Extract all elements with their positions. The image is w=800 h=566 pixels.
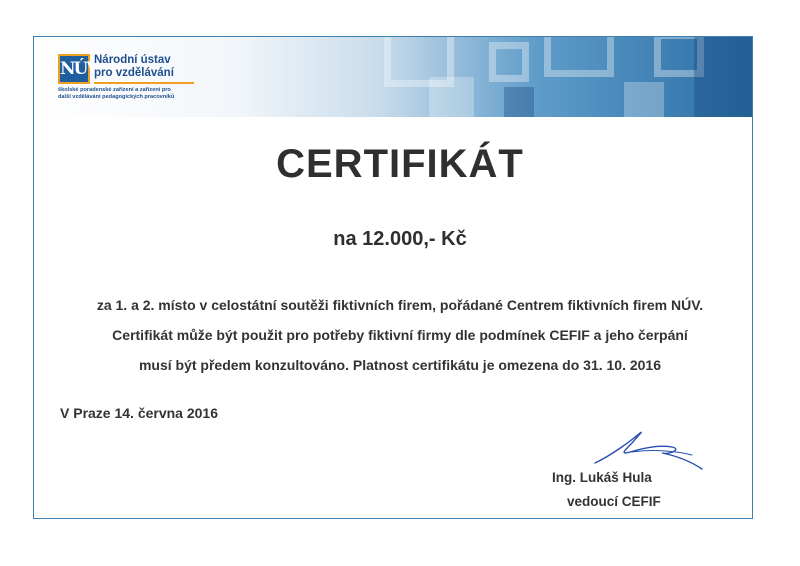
logo-underline — [94, 82, 194, 84]
certificate-title: CERTIFIKÁT — [276, 142, 524, 186]
body-line: Certifikát může být použit pro potřeby fiktivní firmy dle podmínek CEFIF a jeho čerpání — [112, 327, 688, 343]
body-line: za 1. a 2. místo v celostátní soutěži fiktivních firem, pořádané Centrem fiktivních firem NÚV. — [96, 297, 704, 313]
signer-role: vedoucí CEFIF — [567, 494, 661, 509]
certificate-amount: na 12.000,- Kč — [333, 228, 467, 250]
signature-scribble — [592, 425, 707, 475]
issue-date: V Praze 14. června 2016 — [60, 405, 219, 421]
certificate-body — [60, 290, 740, 380]
logo-subtitle: školské poradenské zařízení a zařízení pro další vzdělávání pedagogických pracovníků — [58, 87, 175, 100]
signer-name: Ing. Lukáš Hula — [552, 470, 652, 485]
logo-name: Národní ústav pro vzdělávání — [94, 54, 174, 79]
nuv-logo — [58, 54, 218, 110]
logo-mark: NÚV — [58, 54, 90, 84]
body-line: musí být předem konzultováno. Platnost certifikátu je omezena do 31. 10. 2016 — [138, 357, 662, 373]
